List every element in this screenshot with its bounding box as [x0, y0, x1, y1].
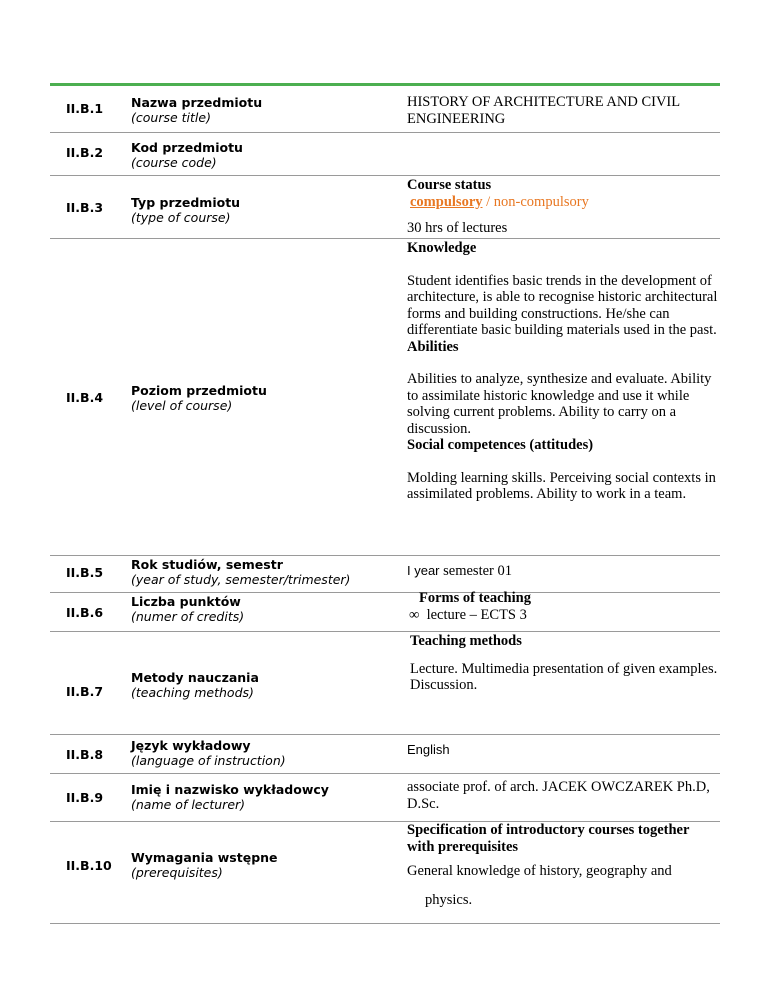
forms-heading: Forms of teaching: [419, 590, 531, 606]
label-polish: Imię i nazwisko wykładowcy: [131, 782, 329, 797]
label-polish: Nazwa przedmiotu: [131, 95, 263, 110]
social-text: Molding learning skills. Perceiving social contexts in assimilated problems. Ability to work in a team.: [407, 469, 716, 502]
row-code: II.B.10: [66, 858, 112, 873]
lecturer-value: associate prof. of arch. JACEK OWCZAREK Ph.D, D.Sc.: [407, 779, 710, 812]
teaching-methods-value: [407, 633, 719, 694]
methods-text: Lecture. Multimedia presentation of given examples. Discussion.: [410, 660, 718, 693]
year-semester-value: [407, 563, 719, 580]
course-type-value: [407, 177, 719, 237]
row-teaching-methods: [50, 632, 720, 735]
prereq-text-continued: physics.: [425, 891, 473, 908]
year-text: I year: [407, 563, 440, 578]
hours-text: 30 hrs of lectures: [407, 220, 508, 236]
compulsory-option: compulsory: [410, 193, 483, 210]
label-english: (year of study, semester/trimester): [131, 572, 351, 587]
row-label: [131, 850, 371, 880]
row-label: [131, 383, 371, 413]
row-label: [131, 140, 371, 170]
course-status-line: [407, 194, 719, 211]
methods-heading: Teaching methods: [410, 633, 522, 649]
label-english: (teaching methods): [131, 685, 254, 700]
label-polish: Kod przedmiotu: [131, 140, 243, 155]
row-course-title: [50, 86, 720, 133]
row-code: II.B.4: [66, 390, 104, 405]
row-year-semester: [50, 556, 720, 593]
row-lecturer: [50, 774, 720, 822]
knowledge-heading: Knowledge: [407, 240, 477, 256]
label-english: (course code): [131, 155, 217, 170]
social-heading: Social competences (attitudes): [407, 437, 594, 453]
label-english: (numer of credits): [131, 609, 245, 624]
row-code: II.B.9: [66, 790, 104, 805]
label-polish: Typ przedmiotu: [131, 195, 241, 210]
status-separator: /: [482, 193, 494, 210]
row-label: [131, 95, 371, 125]
label-polish: Rok studiów, semestr: [131, 557, 283, 572]
label-polish: Język wykładowy: [131, 738, 251, 753]
row-label: [131, 195, 371, 225]
label-polish: Metody nauczania: [131, 670, 259, 685]
row-course-level: [50, 239, 720, 556]
label-polish: Poziom przedmiotu: [131, 383, 267, 398]
row-label: [131, 670, 371, 700]
row-prerequisites: [50, 822, 720, 924]
row-course-type: [50, 176, 720, 239]
label-english: (name of lecturer): [131, 797, 246, 812]
row-code: II.B.7: [66, 684, 104, 699]
course-title-value: HISTORY OF ARCHITECTURE AND CIVIL ENGINEERING: [407, 94, 680, 127]
row-credits: [50, 590, 720, 632]
row-code: II.B.8: [66, 747, 104, 762]
language-value: English: [407, 742, 450, 757]
prereq-text: General knowledge of history, geography and: [407, 863, 672, 879]
label-polish: Wymagania wstępne: [131, 850, 278, 865]
row-code: II.B.6: [66, 605, 104, 620]
label-english: (language of instruction): [131, 753, 286, 768]
prereq-heading: Specification of introductory courses together with prerequisites: [407, 822, 690, 855]
row-course-code: [50, 133, 720, 176]
label-english: (prerequisites): [131, 865, 223, 880]
forms-line: [407, 607, 719, 624]
label-english: (type of course): [131, 210, 231, 225]
label-english: (level of course): [131, 398, 233, 413]
non-compulsory-option: non-compulsory: [493, 193, 589, 210]
row-code: II.B.3: [66, 200, 104, 215]
row-label: [131, 594, 371, 624]
label-english: (course title): [131, 110, 211, 125]
row-code: II.B.2: [66, 145, 104, 160]
prerequisites-value: [407, 822, 719, 908]
forms-text: lecture – ECTS 3: [426, 606, 527, 623]
course-status-heading: Course status: [407, 177, 492, 193]
label-polish: Liczba punktów: [131, 594, 241, 609]
course-level-value: [407, 240, 719, 503]
row-label: [131, 557, 391, 587]
abilities-heading: Abilities: [407, 338, 459, 355]
row-code: II.B.1: [66, 101, 104, 116]
knowledge-text: Student identifies basic trends in the development of architecture, is able to recognise historic architectural forms and building constructions. He/she can differentiate basic building materials used in the past.: [407, 272, 718, 338]
abilities-text: Abilities to analyze, synthesize and evaluate. Ability to assimilate historic knowledge and use it while solving current problems. Ability to carry on a discussion.: [407, 371, 712, 437]
credits-value: [407, 590, 719, 623]
row-code: II.B.5: [66, 565, 104, 580]
row-language: [50, 735, 720, 774]
row-label: [131, 782, 391, 812]
infinity-bullet-icon: ∞: [409, 606, 420, 623]
row-label: [131, 738, 391, 768]
semester-text: semester 01: [439, 563, 512, 579]
